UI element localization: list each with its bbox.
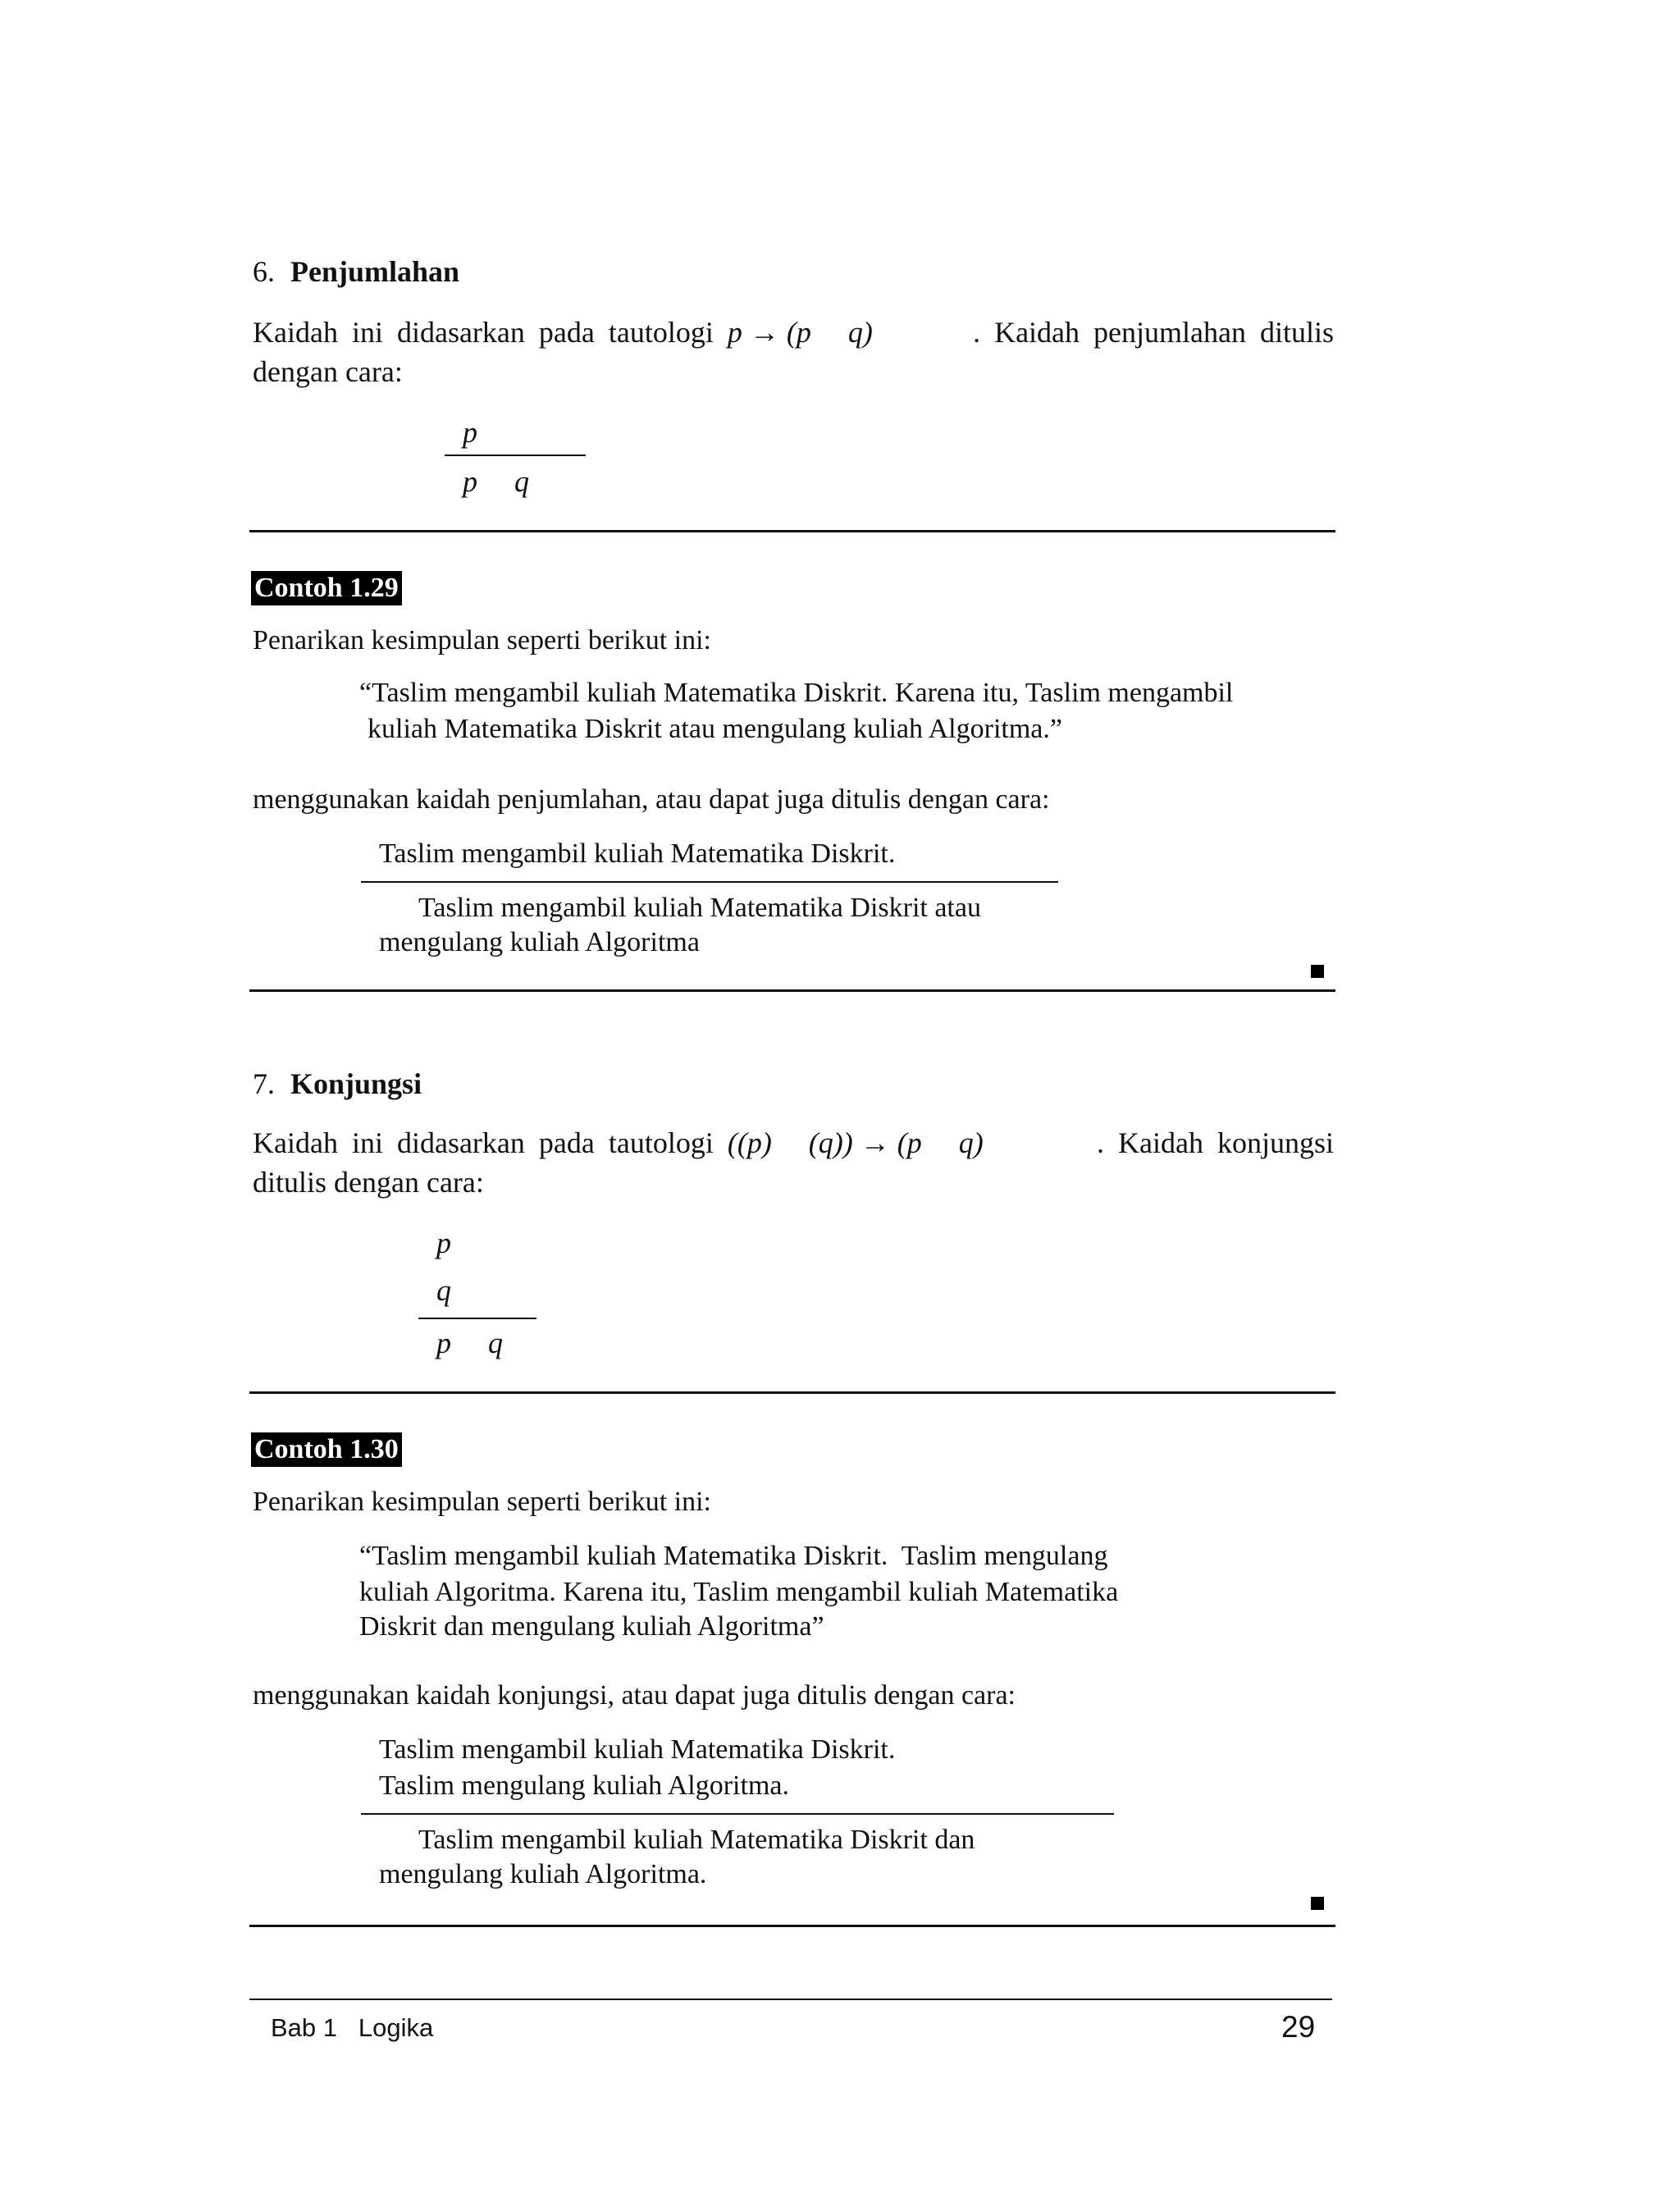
divider-bottom-130 bbox=[249, 1925, 1335, 1927]
footer-rule bbox=[249, 1999, 1332, 2000]
section-7-text-post: . Kaidah konjungsi bbox=[1097, 1126, 1334, 1159]
rule-6-premise: p bbox=[463, 416, 477, 449]
example-1-29-badge: Contoh 1.29 bbox=[251, 571, 402, 605]
section-7-line2: ditulis dengan cara: bbox=[253, 1166, 484, 1199]
example-1-30-rule-line bbox=[361, 1813, 1114, 1815]
section-6-text-pre: Kaidah ini didasarkan pada tautologi p → (p q) bbox=[253, 316, 873, 349]
example-1-30-quote-2: kuliah Algoritma. Karena itu, Taslim mengambil kuliah Matematika bbox=[359, 1577, 1119, 1607]
example-1-30-conclusion-1: Taslim mengambil kuliah Matematika Diskrit dan bbox=[418, 1825, 975, 1855]
example-1-29-rule-line bbox=[361, 881, 1058, 883]
end-of-example-icon bbox=[1311, 1897, 1324, 1910]
end-of-example-icon bbox=[1311, 965, 1324, 978]
example-1-30-intro: Penarikan kesimpulan seperti berikut ini: bbox=[253, 1487, 711, 1517]
section-7-line1 bbox=[253, 1126, 1334, 1160]
rule-6-conclusion: p q bbox=[463, 465, 529, 498]
rule-7-premise-1: p bbox=[436, 1227, 451, 1259]
example-1-30-usage: menggunakan kaidah konjungsi, atau dapat juga ditulis dengan cara: bbox=[253, 1680, 1016, 1711]
example-1-30-quote-1: “Taslim mengambil kuliah Matematika Diskrit. Taslim mengulang bbox=[359, 1541, 1108, 1571]
example-1-29-intro: Penarikan kesimpulan seperti berikut ini: bbox=[253, 625, 711, 656]
example-1-30-premise-1: Taslim mengambil kuliah Matematika Diskrit. bbox=[379, 1734, 896, 1765]
footer-page-number: 29 bbox=[1281, 2010, 1316, 2044]
section-6-line1 bbox=[253, 315, 1334, 349]
example-1-30-quote-3: Diskrit dan mengulang kuliah Algoritma” bbox=[359, 1611, 824, 1642]
footer-chapter: Bab 1 Logika bbox=[271, 2013, 434, 2042]
example-1-29-conclusion-1: Taslim mengambil kuliah Matematika Diskrit atau bbox=[418, 893, 981, 923]
example-1-30-conclusion-2: mengulang kuliah Algoritma. bbox=[379, 1859, 707, 1889]
section-7-number: 7. bbox=[253, 1067, 275, 1100]
section-7-title: Konjungsi bbox=[290, 1067, 422, 1100]
rule-7-conclusion: p q bbox=[436, 1327, 503, 1359]
section-6-title: Penjumlahan bbox=[290, 255, 460, 288]
section-6-text-post: . Kaidah penjumlahan ditulis bbox=[973, 316, 1334, 349]
divider-top-130 bbox=[249, 1391, 1335, 1394]
example-1-29-quote-1: “Taslim mengambil kuliah Matematika Diskrit. Karena itu, Taslim mengambil bbox=[359, 678, 1234, 708]
divider-bottom-129 bbox=[249, 989, 1335, 992]
example-1-29-usage: menggunakan kaidah penjumlahan, atau dapat juga ditulis dengan cara: bbox=[253, 784, 1050, 815]
divider-top-129 bbox=[249, 530, 1335, 532]
section-7-tautology: ((p) (q)) → (p q) bbox=[727, 1126, 984, 1159]
example-1-29-conclusion-2: mengulang kuliah Algoritma bbox=[379, 927, 700, 957]
section-6-line2: dengan cara: bbox=[253, 355, 403, 388]
rule-7-line bbox=[418, 1318, 536, 1319]
section-6-number: 6. bbox=[253, 255, 275, 288]
section-6-heading bbox=[253, 254, 459, 289]
section-7-text-pre: Kaidah ini didasarkan pada tautologi ((p) (q)) → (p q) bbox=[253, 1126, 984, 1159]
section-6-tautology: p → (p q) bbox=[727, 316, 873, 349]
example-1-30-premise-2: Taslim mengulang kuliah Algoritma. bbox=[379, 1770, 789, 1801]
example-1-30-badge: Contoh 1.30 bbox=[251, 1432, 402, 1467]
rule-6-line bbox=[445, 455, 586, 456]
example-1-29-premise: Taslim mengambil kuliah Matematika Diskrit. bbox=[379, 838, 896, 869]
rule-7-premise-2: q bbox=[436, 1274, 451, 1307]
section-7-heading bbox=[253, 1067, 422, 1101]
example-1-29-quote-2: kuliah Matematika Diskrit atau mengulang kuliah Algoritma.” bbox=[368, 714, 1062, 744]
